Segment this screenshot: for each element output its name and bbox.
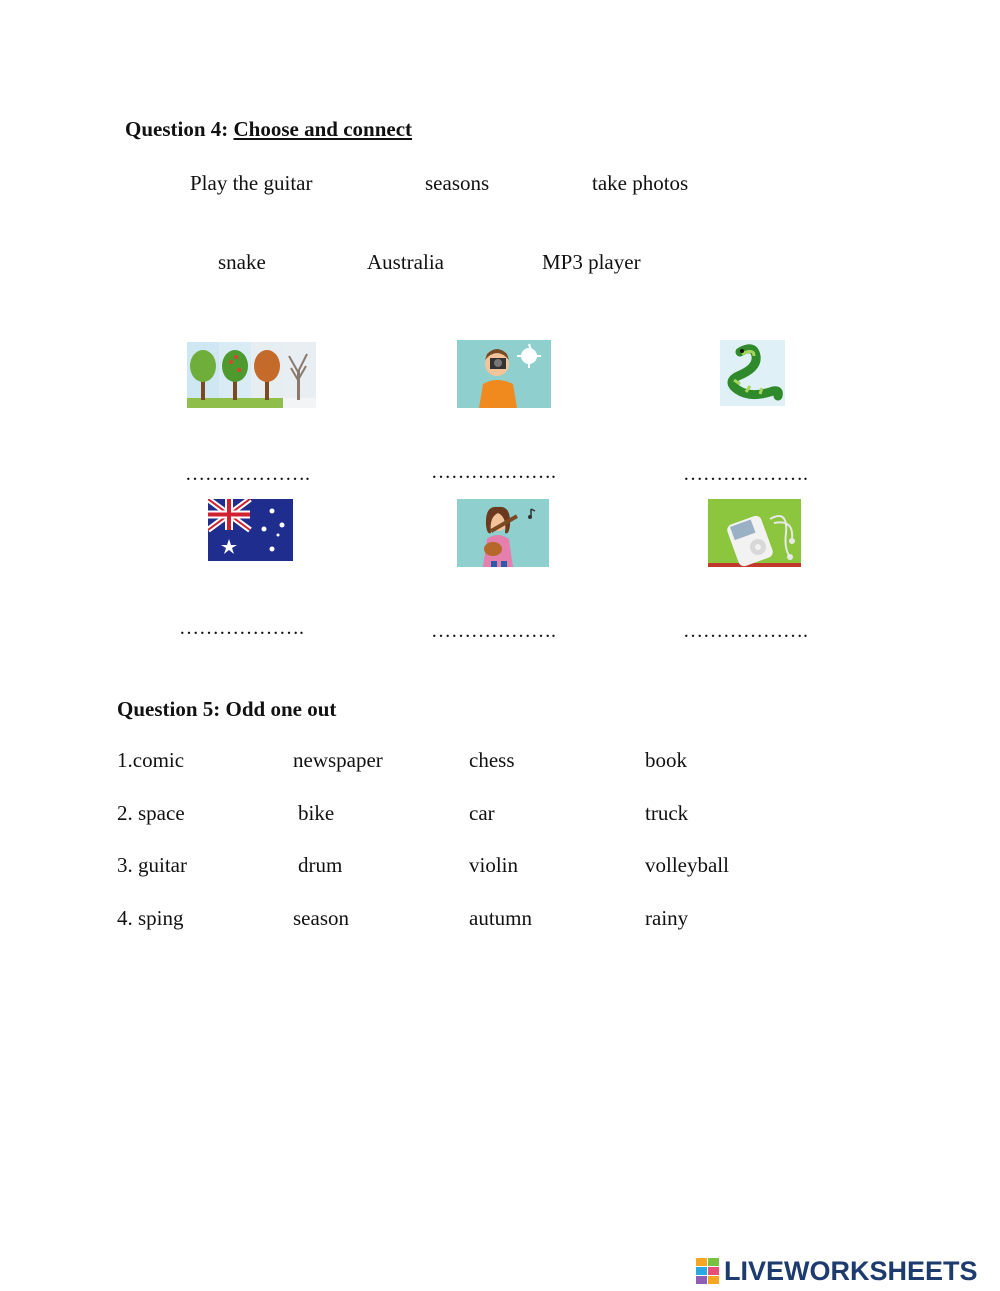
question4-separator: :	[221, 117, 229, 141]
question4-title	[125, 117, 412, 142]
word-bank-item: snake	[218, 250, 266, 274]
word-bank-item: Australia	[367, 250, 444, 274]
answer-blank[interactable]: ……………….	[179, 617, 304, 639]
odd-one-out-option[interactable]: book	[645, 748, 687, 772]
question5-title: Question 5: Odd one out	[117, 697, 337, 721]
mp3-player-image	[708, 499, 801, 567]
odd-one-out-option[interactable]: bike	[298, 801, 335, 825]
question4-instruction: Choose and connect	[233, 117, 413, 141]
odd-one-out-option[interactable]: autumn	[469, 906, 532, 930]
word-bank-item: MP3 player	[542, 250, 641, 274]
answer-blank[interactable]: ……………….	[431, 620, 556, 642]
taking-photo-image	[457, 340, 551, 408]
liveworksheets-logo-icon	[696, 1258, 720, 1284]
word-bank-item: Play the guitar	[190, 171, 313, 195]
odd-one-out-option[interactable]: chess	[469, 748, 515, 772]
answer-blank[interactable]: ……………….	[683, 463, 808, 485]
odd-one-out-option[interactable]: drum	[298, 853, 343, 877]
question4-label: Question 4	[125, 117, 222, 141]
liveworksheets-logo	[696, 1254, 996, 1288]
odd-one-out-option[interactable]: rainy	[645, 906, 689, 930]
australia-flag-image	[208, 499, 293, 561]
odd-one-out-option[interactable]: season	[293, 906, 349, 930]
odd-one-out-option[interactable]: car	[469, 801, 495, 825]
odd-one-out-option[interactable]: newspaper	[293, 748, 383, 772]
odd-one-out-option[interactable]: violin	[469, 853, 519, 877]
odd-one-out-option[interactable]: 2. space	[117, 801, 185, 825]
answer-blank[interactable]: ……………….	[683, 620, 808, 642]
word-bank-item: seasons	[425, 171, 490, 195]
snake-image	[720, 340, 785, 406]
odd-one-out-option[interactable]: 4. sping	[117, 906, 184, 930]
girl-guitar-image	[457, 499, 549, 567]
odd-one-out-option[interactable]: 1.comic	[117, 748, 185, 772]
answer-blank[interactable]: ……………….	[185, 463, 310, 485]
odd-one-out-option[interactable]: volleyball	[645, 853, 729, 877]
seasons-trees-image	[187, 342, 316, 408]
liveworksheets-logo-text: LIVEWORKSHEETS	[724, 1255, 978, 1286]
odd-one-out-option[interactable]: truck	[645, 801, 689, 825]
odd-one-out-option[interactable]: 3. guitar	[117, 853, 187, 877]
word-bank-item: take photos	[592, 171, 689, 195]
answer-blank[interactable]: ……………….	[431, 461, 556, 483]
